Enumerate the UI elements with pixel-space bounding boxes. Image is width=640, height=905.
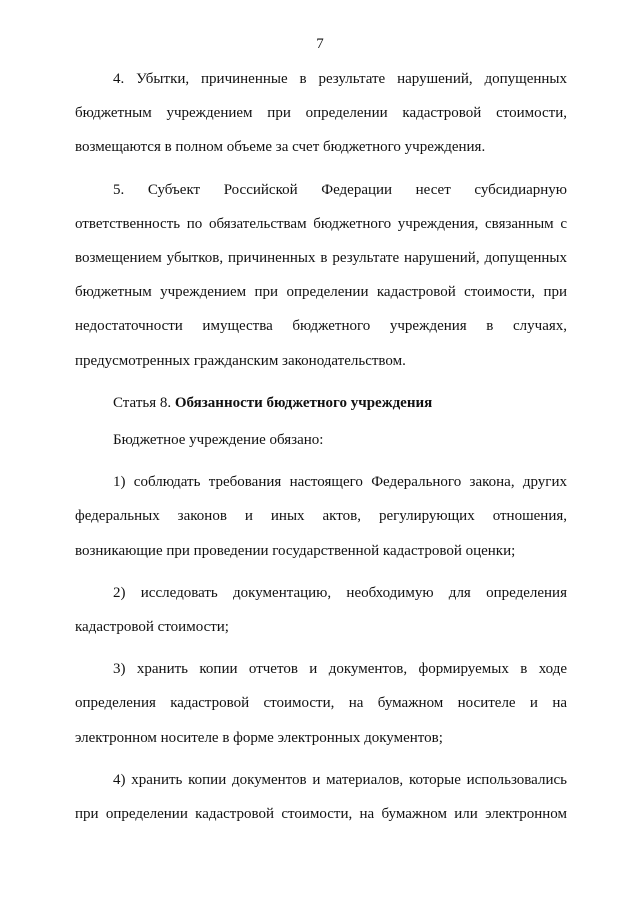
paragraph-spacer xyxy=(75,457,567,465)
article-title: Обязанности бюджетного учреждения xyxy=(174,394,433,411)
duty-item-1: 1) соблюдать требования настоящего Федерального закона, других федеральных законов и иных актов, регулирующих отношения, возникающие при проведении государственной кадастровой оценки; xyxy=(75,474,567,559)
paragraph-spacer xyxy=(75,378,567,386)
article-number: Статья 8. xyxy=(113,394,172,411)
article-intro: Бюджетное учреждение обязано: xyxy=(113,432,324,449)
paragraph-spacer xyxy=(75,755,567,763)
paragraph-spacer xyxy=(75,568,567,576)
duty-item-2: 2) исследовать документацию, необходимую для определения кадастровой стоимости; xyxy=(75,584,567,636)
document-body xyxy=(75,62,567,831)
article-heading xyxy=(75,386,567,420)
duty-item-3: 3) хранить копии отчетов и документов, формируемых в ходе определения кадастровой стоимости, на бумажном носителе и на электронном носителе в форме электронных документов; xyxy=(75,661,567,746)
paragraph-spacer xyxy=(75,644,567,652)
paragraph-spacer xyxy=(75,165,567,173)
paragraph-4: 4. Убытки, причиненные в результате нарушений, допущенных бюджетным учреждением при определении кадастровой стоимости, возмещаются в полном объеме за счет бюджетного учреждения. xyxy=(75,71,567,156)
duty-item-4: 4) хранить копии документов и материалов, которые использовались при определении кадастровой стоимости, на бумажном или электронном xyxy=(75,771,567,823)
page-number: 7 xyxy=(316,36,324,52)
paragraph-5: 5. Субъект Российской Федерации несет субсидиарную ответственность по обязательствам бюджетного учреждения, связанным с возмещением убытков, причиненных в результате нарушений, допущенных бюджетным учреждением при определении кадастровой стоимости, при недостаточности имущества бюджетного учреждения в случаях, предусмотренных гражданским законодательством. xyxy=(75,181,567,369)
